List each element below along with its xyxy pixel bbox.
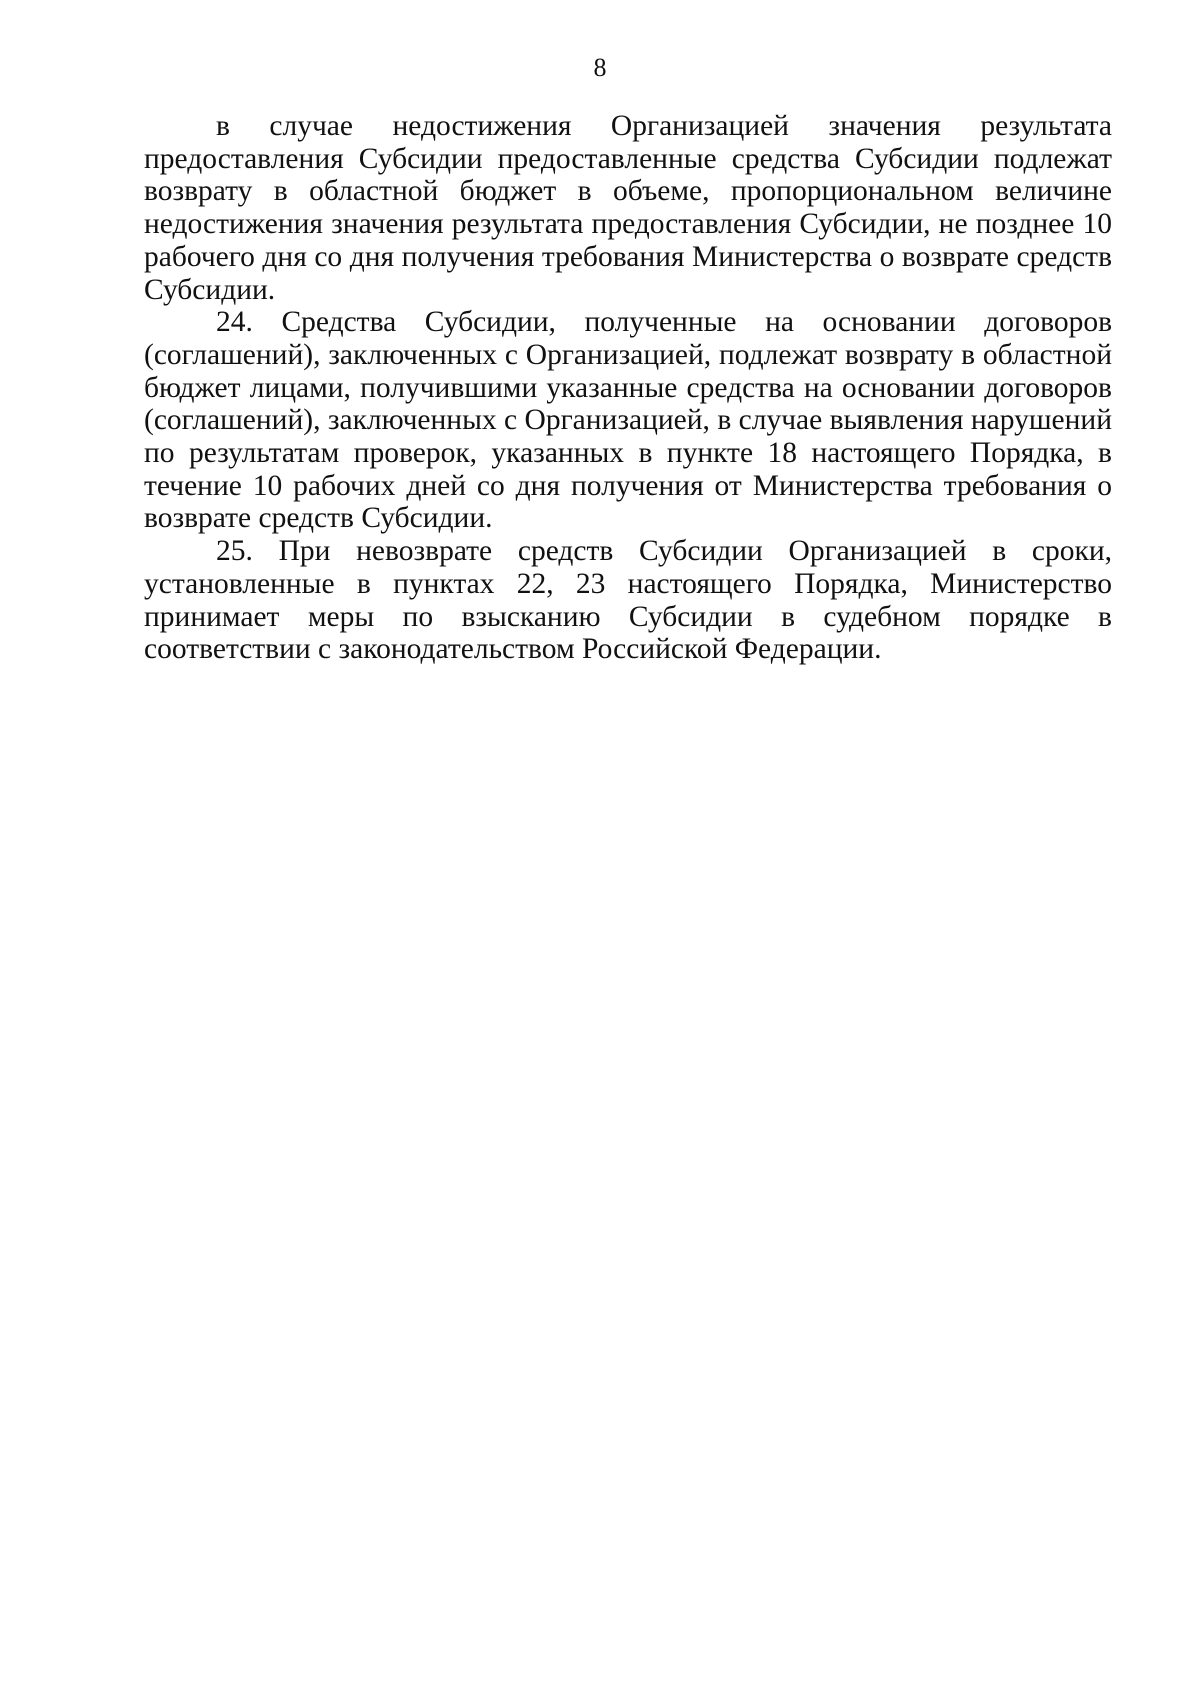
paragraph-subsidy-return-shortfall: в случае недостижения Организацией значения результата предоставления Субсидии предоставленные средства Субсидии подлежат возврату в областной бюджет в объеме, пропорциональном величине недостижения значения результата предоставления Субсидии, не позднее 10 рабочего дня со дня получения требования Министерства о возврате средств Субсидии. <box>144 110 1112 306</box>
paragraph-24: 24. Средства Субсидии, полученные на основании договоров (соглашений), заключенных с Организацией, подлежат возврату в областной бюджет лицами, получившими указанные средства на основании договоров (соглашений), заключенных с Организацией, в случае выявления нарушений по результатам проверок, указанных в пункте 18 настоящего Порядка, в течение 10 рабочих дней со дня получения от Министерства требования о возврате средств Субсидии. <box>144 306 1112 535</box>
page-number: 8 <box>593 53 607 82</box>
document-body <box>144 110 1112 666</box>
paragraph-25: 25. При невозврате средств Субсидии Организацией в сроки, установленные в пунктах 22, 23 настоящего Порядка, Министерство принимает меры по взысканию Субсидии в судебном порядке в соответствии с законодательством Российской Федерации. <box>144 535 1112 666</box>
